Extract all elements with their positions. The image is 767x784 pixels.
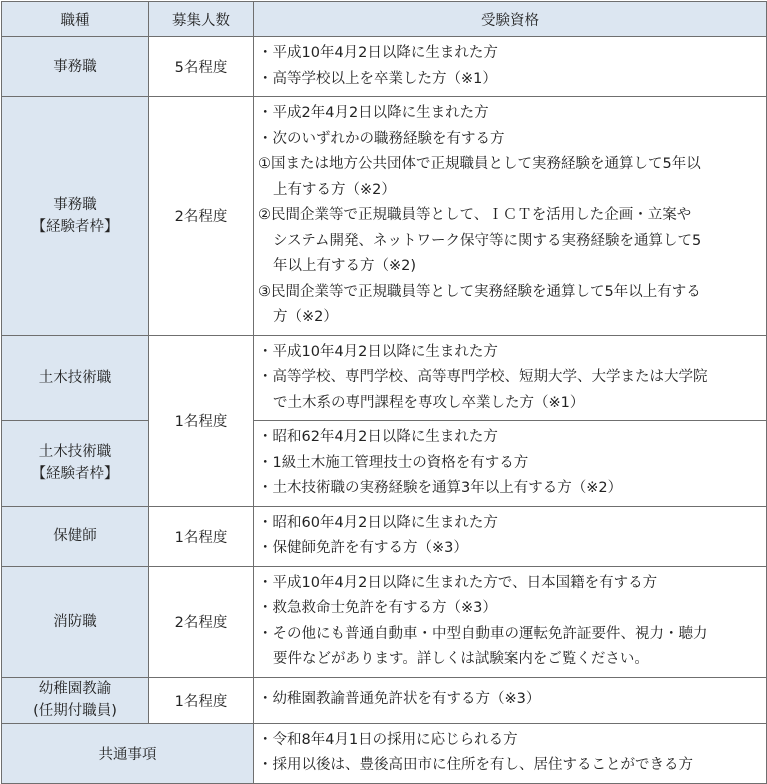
job-name: 事務職 bbox=[53, 58, 97, 75]
qualification-item-continued: で土木系の専門課程を専攻し卒業した方（※1） bbox=[273, 394, 585, 411]
qualification-cell bbox=[254, 37, 767, 97]
qualification-item: ・昭和60年4月2日以降に生まれた方 bbox=[258, 514, 498, 531]
job-name: 事務職 bbox=[53, 196, 97, 213]
qualification-item: ・高等学校以上を卒業した方（※1） bbox=[258, 70, 497, 87]
qualification-item: ・令和8年4月1日の採用に応じられる方 bbox=[258, 731, 518, 748]
count-cell: 5名程度 bbox=[149, 37, 254, 97]
qualification-cell bbox=[254, 677, 767, 723]
qualification-item: ・次のいずれかの職務経験を有する方 bbox=[258, 130, 505, 147]
experience-option: ③民間企業等で正規職員等として実務経験を通算して5年以上有する bbox=[258, 283, 701, 300]
qualification-item: ・昭和62年4月2日以降に生まれた方 bbox=[258, 429, 498, 445]
qualification-item: ・1級土木施工管理技士の資格を有する方 bbox=[258, 454, 529, 471]
table-row bbox=[2, 421, 767, 507]
job-cell bbox=[2, 37, 149, 97]
job-name: 消防職 bbox=[53, 613, 97, 630]
qualification-cell bbox=[254, 335, 767, 421]
qualification-item: ・平成10年4月2日以降に生まれた方 bbox=[258, 45, 498, 61]
table-row bbox=[2, 335, 767, 421]
qualification-item: ・高等学校、専門学校、高等専門学校、短期大学、大学または大学院 bbox=[258, 369, 708, 385]
job-subtitle: 【経験者枠】 bbox=[31, 466, 119, 483]
qualification-cell bbox=[254, 566, 767, 677]
count-cell: 1名程度 bbox=[149, 506, 254, 566]
common-row bbox=[2, 723, 767, 783]
qualification-item-continued: 要件などがあります。詳しくは試験案内をご覧ください。 bbox=[273, 651, 649, 667]
qualification-item: ・採用以後は、豊後高田市に住所を有し、居住することができる方 bbox=[258, 757, 693, 773]
job-cell bbox=[2, 421, 149, 507]
qualification-item: ・保健師免許を有する方（※3） bbox=[258, 540, 468, 556]
job-name: 幼稚園教諭 bbox=[38, 681, 112, 697]
table-row bbox=[2, 506, 767, 566]
count-cell: 2名程度 bbox=[149, 97, 254, 336]
table-row bbox=[2, 566, 767, 677]
job-cell bbox=[2, 566, 149, 677]
table-row bbox=[2, 97, 767, 336]
job-subtitle: (任期付職員) bbox=[33, 703, 117, 719]
count-cell: 1名程度 bbox=[149, 677, 254, 723]
header-qualification: 受験資格 bbox=[254, 2, 767, 37]
qualification-item: ・その他にも普通自動車・中型自動車の運転免許証要件、視力・聴力 bbox=[258, 625, 708, 642]
qualification-item: ・平成10年4月2日以降に生まれた方で、日本国籍を有する方 bbox=[258, 574, 658, 591]
experience-option-continued: 方（※2） bbox=[273, 309, 338, 325]
header-row bbox=[2, 2, 767, 37]
job-cell bbox=[2, 335, 149, 421]
qualification-item: ・平成2年4月2日以降に生まれた方 bbox=[258, 105, 489, 121]
job-name: 保健師 bbox=[53, 528, 97, 544]
table-row bbox=[2, 37, 767, 97]
job-cell bbox=[2, 97, 149, 336]
count-cell: 1名程度 bbox=[149, 335, 254, 506]
recruitment-table bbox=[1, 1, 767, 784]
count-cell: 2名程度 bbox=[149, 566, 254, 677]
qualification-item: ・土木技術職の実務経験を通算3年以上有する方（※2） bbox=[258, 480, 623, 496]
qualification-cell bbox=[254, 97, 767, 336]
experience-option: ②民間企業等で正規職員等として、ＩＣＴを活用した企画・立案や bbox=[258, 207, 692, 223]
qualification-item: ・平成10年4月2日以降に生まれた方 bbox=[258, 343, 498, 360]
table-row bbox=[2, 677, 767, 723]
header-job: 職種 bbox=[2, 2, 149, 37]
experience-option-continued: システム開発、ネットワーク保守等に関する実務経験を通算して5 bbox=[273, 232, 702, 249]
experience-option-continued: 年以上有する方（※2) bbox=[273, 258, 417, 274]
qualification-cell bbox=[254, 723, 767, 783]
job-name: 土木技術職 bbox=[38, 369, 112, 386]
job-subtitle: 【経験者枠】 bbox=[31, 218, 119, 235]
qualification-item: ・幼稚園教諭普通免許状を有する方（※3） bbox=[258, 691, 541, 708]
job-cell bbox=[2, 506, 149, 566]
experience-option-continued: 上有する方（※2） bbox=[273, 181, 396, 198]
job-cell bbox=[2, 677, 149, 723]
experience-option: ①国または地方公共団体で正規職員として実務経験を通算して5年以 bbox=[258, 156, 701, 172]
job-name: 土木技術職 bbox=[38, 444, 112, 461]
qualification-cell bbox=[254, 506, 767, 566]
common-label: 共通事項 bbox=[2, 723, 254, 783]
qualification-cell bbox=[254, 421, 767, 507]
header-count: 募集人数 bbox=[149, 2, 254, 37]
qualification-item: ・救急救命士免許を有する方（※3） bbox=[258, 600, 497, 616]
